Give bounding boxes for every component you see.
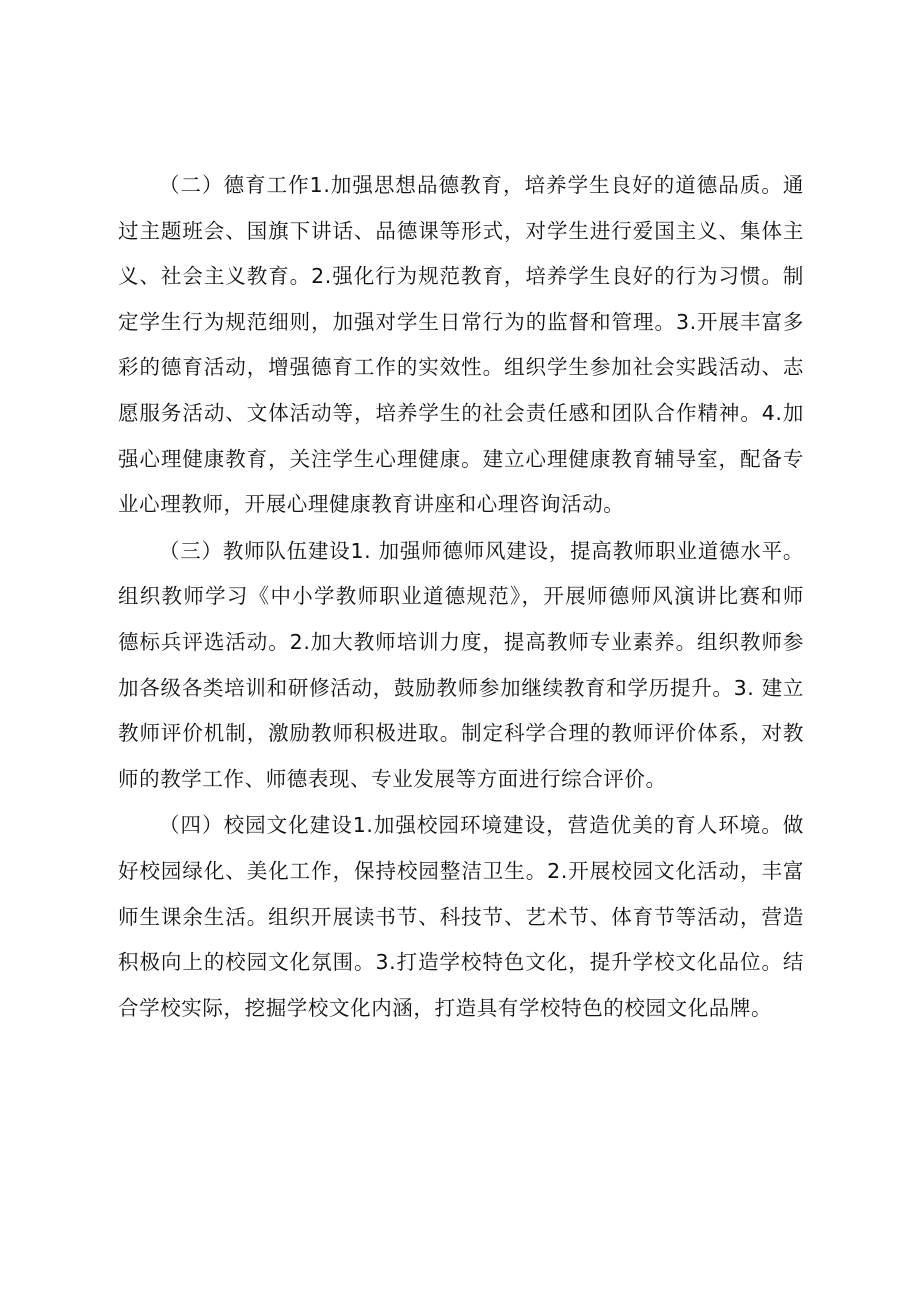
paragraph-campus-culture: （四）校园文化建设1.加强校园环境建设，营造优美的育人环境。做好校园绿化、美化工作，保持校园整洁卫生。2.开展校园文化活动，丰富师生课余生活。组织开展读书节、科技节、艺术节、体育节等活动，营造积极向上的校园文化氛围。3.打造学校特色文化，提升学校文化品位。结合学校实际，挖掘学校文化内涵，打造具有学校特色的校园文化品牌。	[118, 813, 804, 1020]
document-body	[118, 163, 804, 1032]
paragraph-moral-education: （二）德育工作1.加强思想品德教育，培养学生良好的道德品质。通过主题班会、国旗下讲话、品德课等形式，对学生进行爱国主义、集体主义、社会主义教育。2.强化行为规范教育，培养学生良好的行为习惯。制定学生行为规范细则，加强对学生日常行为的监督和管理。3.开展丰富多彩的德育活动，增强德育工作的实效性。组织学生参加社会实践活动、志愿服务活动、文体活动等，培养学生的社会责任感和团队合作精神。4.加强心理健康教育，关注学生心理健康。建立心理健康教育辅导室，配备专业心理教师，开展心理健康教育讲座和心理咨询活动。	[118, 173, 804, 517]
paragraph-teacher-team: （三）教师队伍建设1. 加强师德师风建设，提高教师职业道德水平。组织教师学习《中小学教师职业道德规范》，开展师德师风演讲比赛和师德标兵评选活动。2.加大教师培训力度，提高教师专业素养。组织教师参加各级各类培训和研修活动，鼓励教师参加继续教育和学历提升。3. 建立教师评价机制，激励教师积极进取。制定科学合理的教师评价体系，对教师的教学工作、师德表现、专业发展等方面进行综合评价。	[118, 538, 804, 791]
